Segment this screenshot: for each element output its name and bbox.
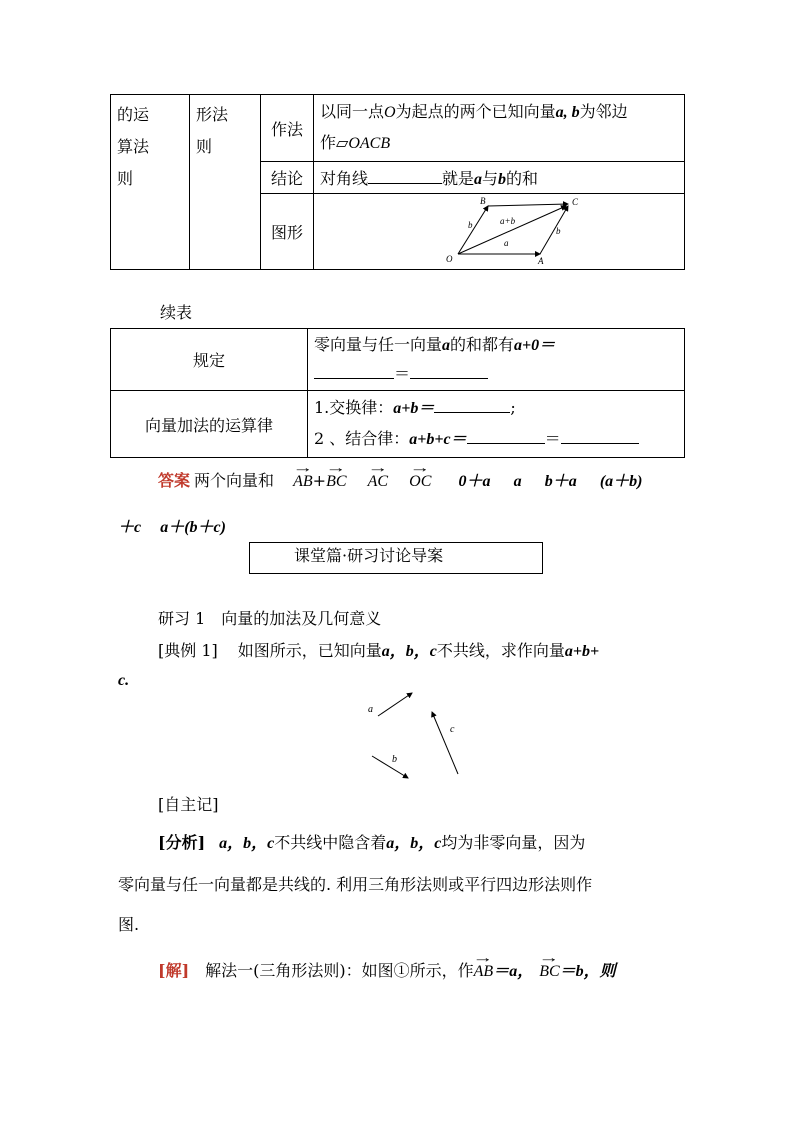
vector-c-arrow xyxy=(432,712,458,774)
rule-text-part: 零向量与任一向量 xyxy=(314,335,443,354)
answer-plus-c: ＋c xyxy=(118,519,142,536)
label-b: b xyxy=(392,754,397,765)
label-a: a xyxy=(504,238,509,248)
label-a-plus-b: a+b xyxy=(500,216,516,226)
parallelogram-rule-cell xyxy=(190,95,261,270)
vector-b-arrow xyxy=(372,756,408,778)
answer-a: a xyxy=(513,473,522,490)
analysis-text: 均为非零向量，因为 xyxy=(441,833,586,852)
vector-AB: → AB xyxy=(474,963,494,981)
study-heading: 研习 1 向量的加法及几何意义 xyxy=(158,609,382,628)
semicolon: ; xyxy=(510,398,516,417)
analysis-label: [分析] xyxy=(158,833,206,852)
parallelogram-rule-line-2: 则 xyxy=(196,137,213,156)
analysis-abc: a，b，c xyxy=(219,835,275,852)
example-text: 不共线，求作向量 xyxy=(436,641,565,660)
point-o: O xyxy=(384,104,396,121)
rules-table xyxy=(110,94,685,270)
three-vectors-figure xyxy=(364,690,464,780)
plus-sign: + xyxy=(312,471,327,490)
operation-rules-cell xyxy=(111,95,190,270)
vector-BC: → BC xyxy=(326,473,346,491)
example-c: c. xyxy=(118,672,130,689)
continued-label: 续表 xyxy=(160,303,193,322)
answer-blank xyxy=(368,169,442,184)
vector-a-arrow xyxy=(378,693,412,716)
label-b-left: b xyxy=(468,220,473,230)
section-title-box: 课堂篇·研习讨论导案 xyxy=(249,542,543,574)
rule-expr: a+0＝ xyxy=(514,337,556,354)
example-text: 如图所示，已知向量 xyxy=(237,641,382,660)
rule-text-part: 的和都有 xyxy=(450,335,515,354)
equals: ＝ xyxy=(544,429,561,448)
conclusion-part: 与 xyxy=(482,169,499,188)
vector-a: a xyxy=(474,171,483,188)
solution-label: [解] xyxy=(158,961,190,980)
vector-AB: → AB xyxy=(293,473,313,491)
parallelogram-figure-cell xyxy=(314,194,685,270)
answer-blank xyxy=(561,429,639,444)
answer-line-1 xyxy=(158,468,642,491)
example-label: [典例 1] xyxy=(158,641,218,660)
example-abc: a，b，c xyxy=(381,643,437,660)
vector-b: b xyxy=(498,171,507,188)
vector-a: a xyxy=(442,337,451,354)
answer-blank xyxy=(434,398,510,413)
answer-blank xyxy=(314,364,394,379)
label-A: A xyxy=(538,256,544,266)
self-note: [自主记] xyxy=(158,795,219,814)
conclusion-part: 的和 xyxy=(506,169,539,188)
answer-0-plus-a: 0＋a xyxy=(458,473,491,490)
answer-label: 答案 xyxy=(158,471,191,490)
analysis-line-3: 图. xyxy=(118,915,140,934)
method-text-part: 作▱ xyxy=(320,133,349,152)
law-label: 向量加法的运算律 xyxy=(111,391,308,458)
answer-b-plus-a: b＋a xyxy=(544,473,577,490)
solution-eq-a: ＝a， xyxy=(493,963,534,980)
edge-BC xyxy=(488,204,568,206)
method-text-part: 以同一点 xyxy=(320,102,385,121)
solution-line xyxy=(158,958,616,981)
conclusion-part: 对角线 xyxy=(320,169,369,188)
law-text xyxy=(308,391,685,458)
label-c: c xyxy=(450,724,455,735)
vectors-ab: a, b xyxy=(555,104,580,121)
example-expr: a+b+ xyxy=(564,643,600,660)
equals: ＝ xyxy=(394,364,411,383)
answer-line-2 xyxy=(118,514,226,537)
parallelogram-rule-line-1: 形法 xyxy=(196,105,229,124)
method-text-part: 为邻边 xyxy=(579,102,628,121)
parallelogram-figure xyxy=(440,196,590,266)
operation-rules-line-2: 算法 xyxy=(117,137,150,156)
label-B: B xyxy=(480,196,486,206)
vector-AC: → AC xyxy=(368,473,388,491)
rule-label: 规定 xyxy=(111,329,308,391)
analysis-text: 不共线中隐含着 xyxy=(274,833,387,852)
answer-blank xyxy=(467,429,545,444)
rules-continued-table xyxy=(110,328,685,458)
label-O: O xyxy=(446,254,453,264)
conclusion-part: 就是 xyxy=(442,169,475,188)
method-label: 作法 xyxy=(261,95,314,162)
solution-text: 解法一(三角形法则)：如图①所示，作 xyxy=(205,961,474,980)
method-text xyxy=(314,95,685,162)
example-line-2 xyxy=(118,670,129,690)
commutative-expr: a+b＝ xyxy=(393,400,435,417)
vector-BC: → BC xyxy=(539,963,559,981)
edge-AC xyxy=(540,206,568,254)
answer-blank xyxy=(410,364,488,379)
rule-text xyxy=(308,329,685,391)
answer-text: 两个向量和 xyxy=(194,471,275,490)
conclusion-text xyxy=(314,162,685,194)
vector-OC: → OC xyxy=(409,473,431,491)
commutative-label: 1.交换律： xyxy=(314,398,394,417)
associative-label: 2 、结合律： xyxy=(314,429,410,448)
analysis-line-1 xyxy=(158,830,585,853)
diagonal-OC xyxy=(458,206,566,254)
answer-a-plus-bc: a＋(b＋c) xyxy=(160,519,226,536)
associative-expr: a+b+c＝ xyxy=(409,431,467,448)
figure-label: 图形 xyxy=(261,194,314,270)
analysis-line-2: 零向量与任一向量都是共线的. 利用三角形法则或平行四边形法则作 xyxy=(118,875,593,894)
parallelogram-name: OACB xyxy=(348,135,391,152)
conclusion-label: 结论 xyxy=(261,162,314,194)
answer-a-plus-b-paren: (a＋b) xyxy=(599,473,643,490)
example-line-1 xyxy=(158,638,599,661)
label-b-right: b xyxy=(556,226,561,236)
label-C: C xyxy=(572,197,579,207)
solution-eq-b: ＝b，则 xyxy=(559,963,616,980)
operation-rules-line-3: 则 xyxy=(117,169,134,188)
operation-rules-line-1: 的运 xyxy=(117,105,150,124)
method-text-part: 为起点的两个已知向量 xyxy=(395,102,556,121)
label-a: a xyxy=(368,704,373,715)
analysis-abc-2: a，b，c xyxy=(386,835,442,852)
